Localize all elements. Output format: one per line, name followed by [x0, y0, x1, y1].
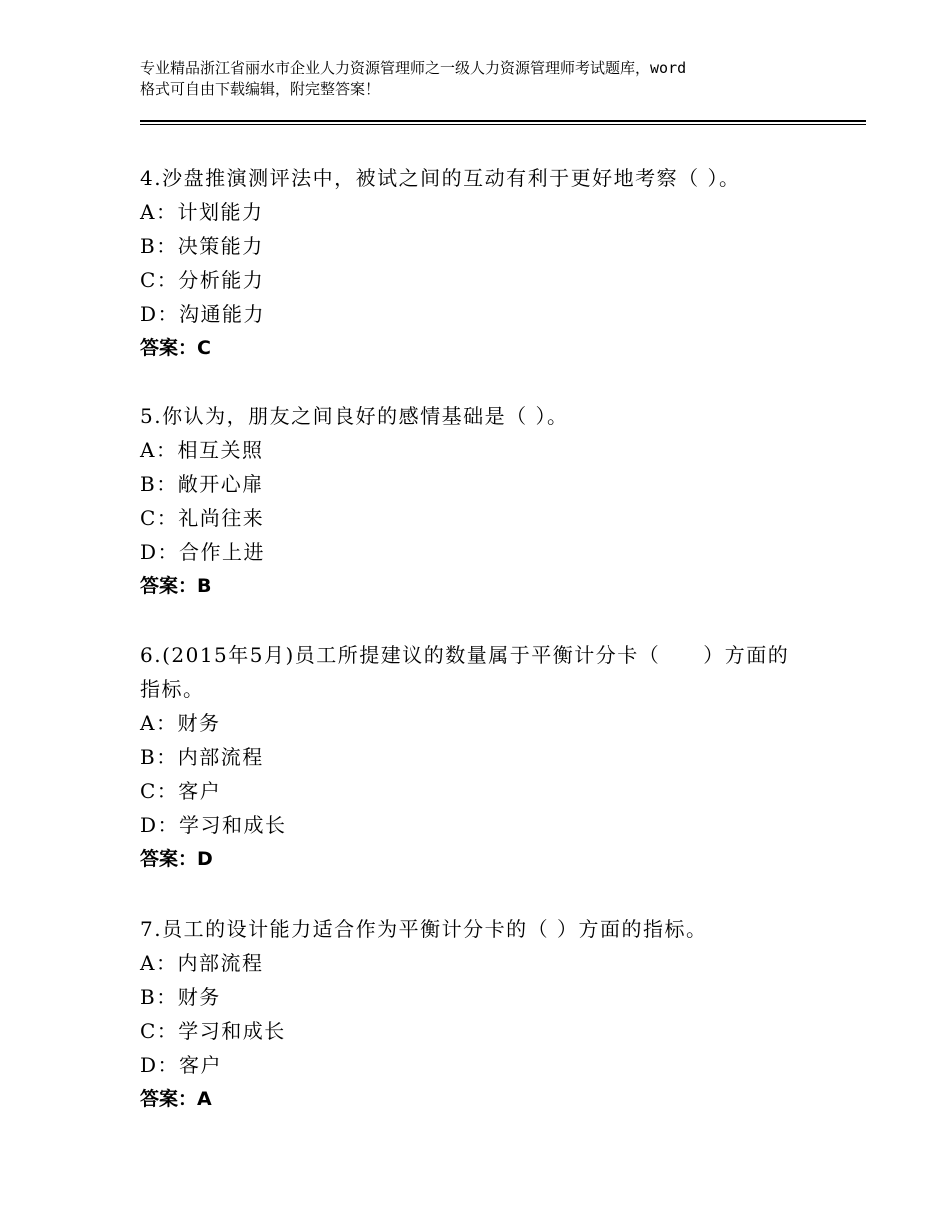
header-divider-thin — [140, 124, 866, 125]
option-b: B：决策能力 — [140, 234, 264, 258]
answer-text: 答案：A — [140, 1088, 212, 1110]
option-b: B：内部流程 — [140, 745, 264, 769]
question-4 — [140, 161, 820, 365]
option-d: D：客户 — [140, 1053, 223, 1077]
option-b: B：财务 — [140, 985, 221, 1009]
option-b: B：敞开心扉 — [140, 472, 264, 496]
option-c: C：礼尚往来 — [140, 506, 265, 530]
option-a: A：相互关照 — [140, 438, 264, 462]
question-stem: 4.沙盘推演测评法中，被试之间的互动有利于更好地考察（ ）。 — [140, 166, 741, 190]
question-stem: 6.(2015年5月)员工所提建议的数量属于平衡计分卡（ ）方面的指标。 — [140, 643, 790, 701]
document-header: 专业精品浙江省丽水市企业人力资源管理师之一级人力资源管理师考试题库，word 格式可自由下载编辑，附完整答案！ — [140, 59, 687, 98]
answer-text: 答案：D — [140, 848, 213, 870]
option-d: D：合作上进 — [140, 540, 266, 564]
question-stem: 5.你认为，朋友之间良好的感情基础是（ ）。 — [140, 404, 569, 428]
option-d: D：沟通能力 — [140, 302, 266, 326]
option-c: C：分析能力 — [140, 268, 265, 292]
answer-text: 答案：C — [140, 337, 211, 359]
option-a: A：财务 — [140, 711, 221, 735]
question-6 — [140, 638, 800, 876]
option-c: C：学习和成长 — [140, 1019, 286, 1043]
answer-text: 答案：B — [140, 575, 212, 597]
option-a: A：计划能力 — [140, 200, 264, 224]
question-stem: 7.员工的设计能力适合作为平衡计分卡的（ ）方面的指标。 — [140, 917, 708, 941]
question-7 — [140, 912, 820, 1116]
header-divider — [140, 120, 866, 122]
option-c: C：客户 — [140, 779, 222, 803]
option-d: D：学习和成长 — [140, 813, 287, 837]
question-5 — [140, 399, 820, 603]
option-a: A：内部流程 — [140, 951, 264, 975]
